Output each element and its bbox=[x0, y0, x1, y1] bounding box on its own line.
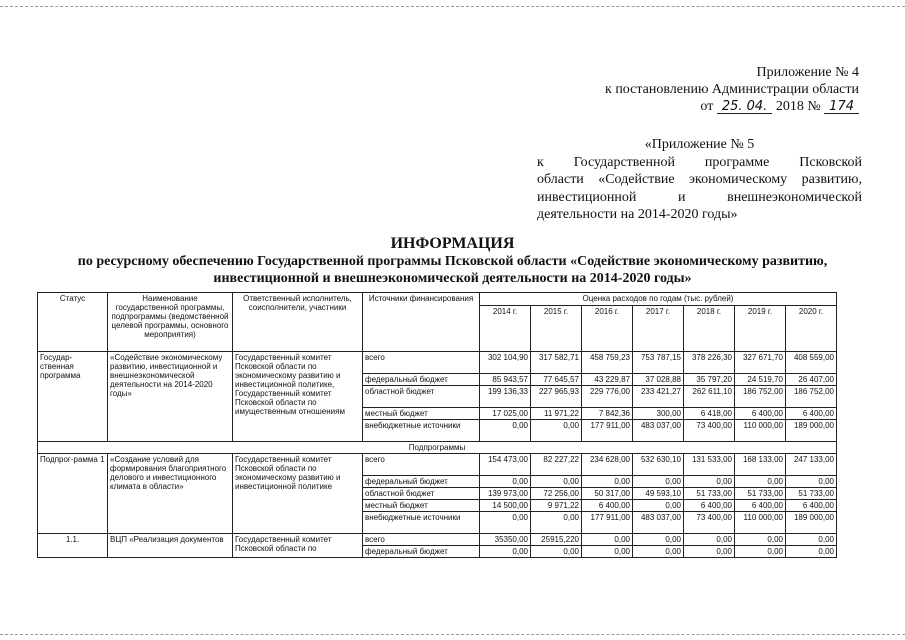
sub1-executor: Государственный комитет Псковской области по экономическому развитию и инвестиционной политике bbox=[233, 454, 363, 534]
value-cell: 0,00 bbox=[633, 476, 684, 488]
scan-edge-bottom bbox=[0, 634, 905, 635]
table-row bbox=[38, 454, 837, 476]
source-cell: внебюджетные источники bbox=[363, 420, 480, 442]
sub1-name: «Создание условий для формирования благоприятного делового и инвестиционного климата в области» bbox=[108, 454, 233, 534]
header-year: 2020 г. bbox=[786, 305, 837, 351]
scan-edge-top bbox=[0, 6, 905, 7]
header-year: 2017 г. bbox=[633, 305, 684, 351]
source-cell: всего bbox=[363, 352, 480, 374]
value-cell: 262 611,10 bbox=[684, 386, 735, 408]
item11-name: ВЦП «Реализация документов bbox=[108, 534, 233, 558]
value-cell: 43 229,87 bbox=[582, 374, 633, 386]
value-cell: 72 256,00 bbox=[531, 488, 582, 500]
value-cell: 0,00 bbox=[582, 476, 633, 488]
value-cell: 131 533,00 bbox=[684, 454, 735, 476]
value-cell: 0,00 bbox=[480, 420, 531, 442]
value-cell: 327 671,70 bbox=[735, 352, 786, 374]
value-cell: 110 000,00 bbox=[735, 512, 786, 534]
value-cell: 17 025,00 bbox=[480, 408, 531, 420]
value-cell: 300,00 bbox=[633, 408, 684, 420]
source-cell: всего bbox=[363, 534, 480, 546]
value-cell: 458 759,23 bbox=[582, 352, 633, 374]
source-cell: федеральный бюджет bbox=[363, 374, 480, 386]
title-heading: ИНФОРМАЦИЯ bbox=[390, 235, 515, 252]
header-year: 2015 г. bbox=[531, 305, 582, 351]
value-cell: 0,00 bbox=[582, 534, 633, 546]
value-cell: 0,00 bbox=[531, 476, 582, 488]
value-cell: 0,00 bbox=[786, 534, 837, 546]
appendix-4-header bbox=[605, 64, 859, 115]
value-cell: 6 400,00 bbox=[786, 500, 837, 512]
appendix-5-line-4: инвестиционной и внешнеэкономической bbox=[537, 189, 862, 205]
value-cell: 378 226,30 bbox=[684, 352, 735, 374]
value-cell: 0,00 bbox=[633, 500, 684, 512]
value-cell: 24 519,70 bbox=[735, 374, 786, 386]
value-cell: 11 971,22 bbox=[531, 408, 582, 420]
value-cell: 199 136,33 bbox=[480, 386, 531, 408]
title-subheading-1: по ресурсному обеспечению Государственной программы Псковской области «Содействие экономическому развитию, bbox=[77, 254, 828, 269]
sub1-status: Подпрог-рамма 1 bbox=[38, 454, 108, 534]
value-cell: 0,00 bbox=[633, 546, 684, 558]
value-cell: 0,00 bbox=[480, 476, 531, 488]
header-row-1 bbox=[38, 293, 837, 306]
value-cell: 110 000,00 bbox=[735, 420, 786, 442]
source-cell: федеральный бюджет bbox=[363, 476, 480, 488]
value-cell: 73 400,00 bbox=[684, 512, 735, 534]
value-cell: 51 733,00 bbox=[735, 488, 786, 500]
value-cell: 483 037,00 bbox=[633, 512, 684, 534]
source-cell: областной бюджет bbox=[363, 386, 480, 408]
value-cell: 0,00 bbox=[786, 546, 837, 558]
value-cell: 0,00 bbox=[582, 546, 633, 558]
handwritten-date: 25. 04. bbox=[717, 100, 772, 114]
value-cell: 35350,00 bbox=[480, 534, 531, 546]
handwritten-number: 174 bbox=[824, 100, 859, 114]
value-cell: 77 645,57 bbox=[531, 374, 582, 386]
value-cell: 0,00 bbox=[480, 546, 531, 558]
table-row bbox=[38, 534, 837, 546]
program-name: «Содействие экономическому развитию, инвестиционной и внешнеэкономической деятельности на 2014-2020 годы» bbox=[108, 352, 233, 442]
value-cell: 0,00 bbox=[531, 420, 582, 442]
value-cell: 26 407,00 bbox=[786, 374, 837, 386]
appendix-4-date-line bbox=[605, 98, 859, 115]
table-row bbox=[38, 352, 837, 374]
resource-table bbox=[37, 292, 837, 558]
value-cell: 6 400,00 bbox=[582, 500, 633, 512]
subprograms-row bbox=[38, 442, 837, 454]
header-status: Статус bbox=[38, 293, 108, 352]
source-cell: всего bbox=[363, 454, 480, 476]
source-cell: местный бюджет bbox=[363, 500, 480, 512]
value-cell: 6 400,00 bbox=[786, 408, 837, 420]
value-cell: 233 421,27 bbox=[633, 386, 684, 408]
item11-status: 1.1. bbox=[38, 534, 108, 558]
value-cell: 25915,220 bbox=[531, 534, 582, 546]
value-cell: 227 965,93 bbox=[531, 386, 582, 408]
header-year: 2016 г. bbox=[582, 305, 633, 351]
appendix-5-line-5: деятельности на 2014-2020 годы» bbox=[537, 207, 738, 222]
appendix-5-line-2: к Государственной программе Псковской bbox=[537, 154, 862, 170]
value-cell: 0,00 bbox=[633, 534, 684, 546]
value-cell: 6 418,00 bbox=[684, 408, 735, 420]
value-cell: 186 752,00 bbox=[735, 386, 786, 408]
header-estimate: Оценка расходов по годам (тыс. рублей) bbox=[480, 293, 837, 306]
value-cell: 0,00 bbox=[684, 476, 735, 488]
header-year: 2018 г. bbox=[684, 305, 735, 351]
value-cell: 37 028,88 bbox=[633, 374, 684, 386]
value-cell: 51 733,00 bbox=[684, 488, 735, 500]
value-cell: 186 752,00 bbox=[786, 386, 837, 408]
value-cell: 73 400,00 bbox=[684, 420, 735, 442]
appendix-5-title: «Приложение № 5 bbox=[644, 137, 755, 152]
source-cell: областной бюджет bbox=[363, 488, 480, 500]
header-year: 2014 г. bbox=[480, 305, 531, 351]
value-cell: 483 037,00 bbox=[633, 420, 684, 442]
subprograms-label: Подпрограммы bbox=[38, 442, 837, 454]
document-title bbox=[0, 234, 905, 287]
value-cell: 234 628,00 bbox=[582, 454, 633, 476]
source-cell: местный бюджет bbox=[363, 408, 480, 420]
value-cell: 82 227,22 bbox=[531, 454, 582, 476]
value-cell: 85 943,57 bbox=[480, 374, 531, 386]
value-cell: 6 400,00 bbox=[684, 500, 735, 512]
value-cell: 6 400,00 bbox=[735, 408, 786, 420]
appendix-5-header bbox=[537, 136, 862, 224]
value-cell: 154 473,00 bbox=[480, 454, 531, 476]
program-executor: Государственный комитет Псковской области по экономическому развитию и инвестиционной политике, Государственный комитет Псковской области по имущественным отношениям bbox=[233, 352, 363, 442]
value-cell: 0,00 bbox=[531, 546, 582, 558]
value-cell: 302 104,90 bbox=[480, 352, 531, 374]
value-cell: 6 400,00 bbox=[735, 500, 786, 512]
appendix-4-title: Приложение № 4 bbox=[756, 65, 859, 80]
value-cell: 0,00 bbox=[480, 512, 531, 534]
appendix-5-line-3: области «Содействие экономическому развитию, bbox=[537, 172, 862, 187]
value-cell: 168 133,00 bbox=[735, 454, 786, 476]
header-year: 2019 г. bbox=[735, 305, 786, 351]
value-cell: 0,00 bbox=[786, 476, 837, 488]
value-cell: 0,00 bbox=[735, 476, 786, 488]
value-cell: 532 630,10 bbox=[633, 454, 684, 476]
year-number-label: 2018 № bbox=[775, 99, 821, 114]
value-cell: 0,00 bbox=[531, 512, 582, 534]
value-cell: 14 500,00 bbox=[480, 500, 531, 512]
value-cell: 0,00 bbox=[735, 546, 786, 558]
header-name: Наименование государственной программы, подпрограммы (ведомственной целевой программы, основного мероприятия) bbox=[108, 293, 233, 352]
value-cell: 317 582,71 bbox=[531, 352, 582, 374]
source-cell: федеральный бюджет bbox=[363, 546, 480, 558]
value-cell: 0,00 bbox=[735, 534, 786, 546]
value-cell: 49 593,10 bbox=[633, 488, 684, 500]
title-subheading-2: инвестиционной и внешнеэкономической деятельности на 2014-2020 годы» bbox=[213, 271, 692, 286]
date-prefix: от bbox=[700, 99, 714, 114]
value-cell: 177 911,00 bbox=[582, 512, 633, 534]
value-cell: 177 911,00 bbox=[582, 420, 633, 442]
value-cell: 0,00 bbox=[684, 546, 735, 558]
value-cell: 0,00 bbox=[684, 534, 735, 546]
value-cell: 189 000,00 bbox=[786, 512, 837, 534]
value-cell: 50 317,00 bbox=[582, 488, 633, 500]
value-cell: 51 733,00 bbox=[786, 488, 837, 500]
header-sources: Источники финансирования bbox=[363, 293, 480, 352]
value-cell: 229 776,00 bbox=[582, 386, 633, 408]
header-executor: Ответственный исполнитель, соисполнители, участники bbox=[233, 293, 363, 352]
appendix-4-resolution: к постановлению Администрации области bbox=[605, 82, 859, 97]
value-cell: 7 842,36 bbox=[582, 408, 633, 420]
value-cell: 753 787,15 bbox=[633, 352, 684, 374]
program-status: Государ-ственная программа bbox=[38, 352, 108, 442]
value-cell: 408 559,00 bbox=[786, 352, 837, 374]
value-cell: 9 971,22 bbox=[531, 500, 582, 512]
item11-executor: Государственный комитет Псковской области по bbox=[233, 534, 363, 558]
value-cell: 139 973,00 bbox=[480, 488, 531, 500]
value-cell: 247 133,00 bbox=[786, 454, 837, 476]
value-cell: 35 797,20 bbox=[684, 374, 735, 386]
value-cell: 189 000,00 bbox=[786, 420, 837, 442]
source-cell: внебюджетные источники bbox=[363, 512, 480, 534]
